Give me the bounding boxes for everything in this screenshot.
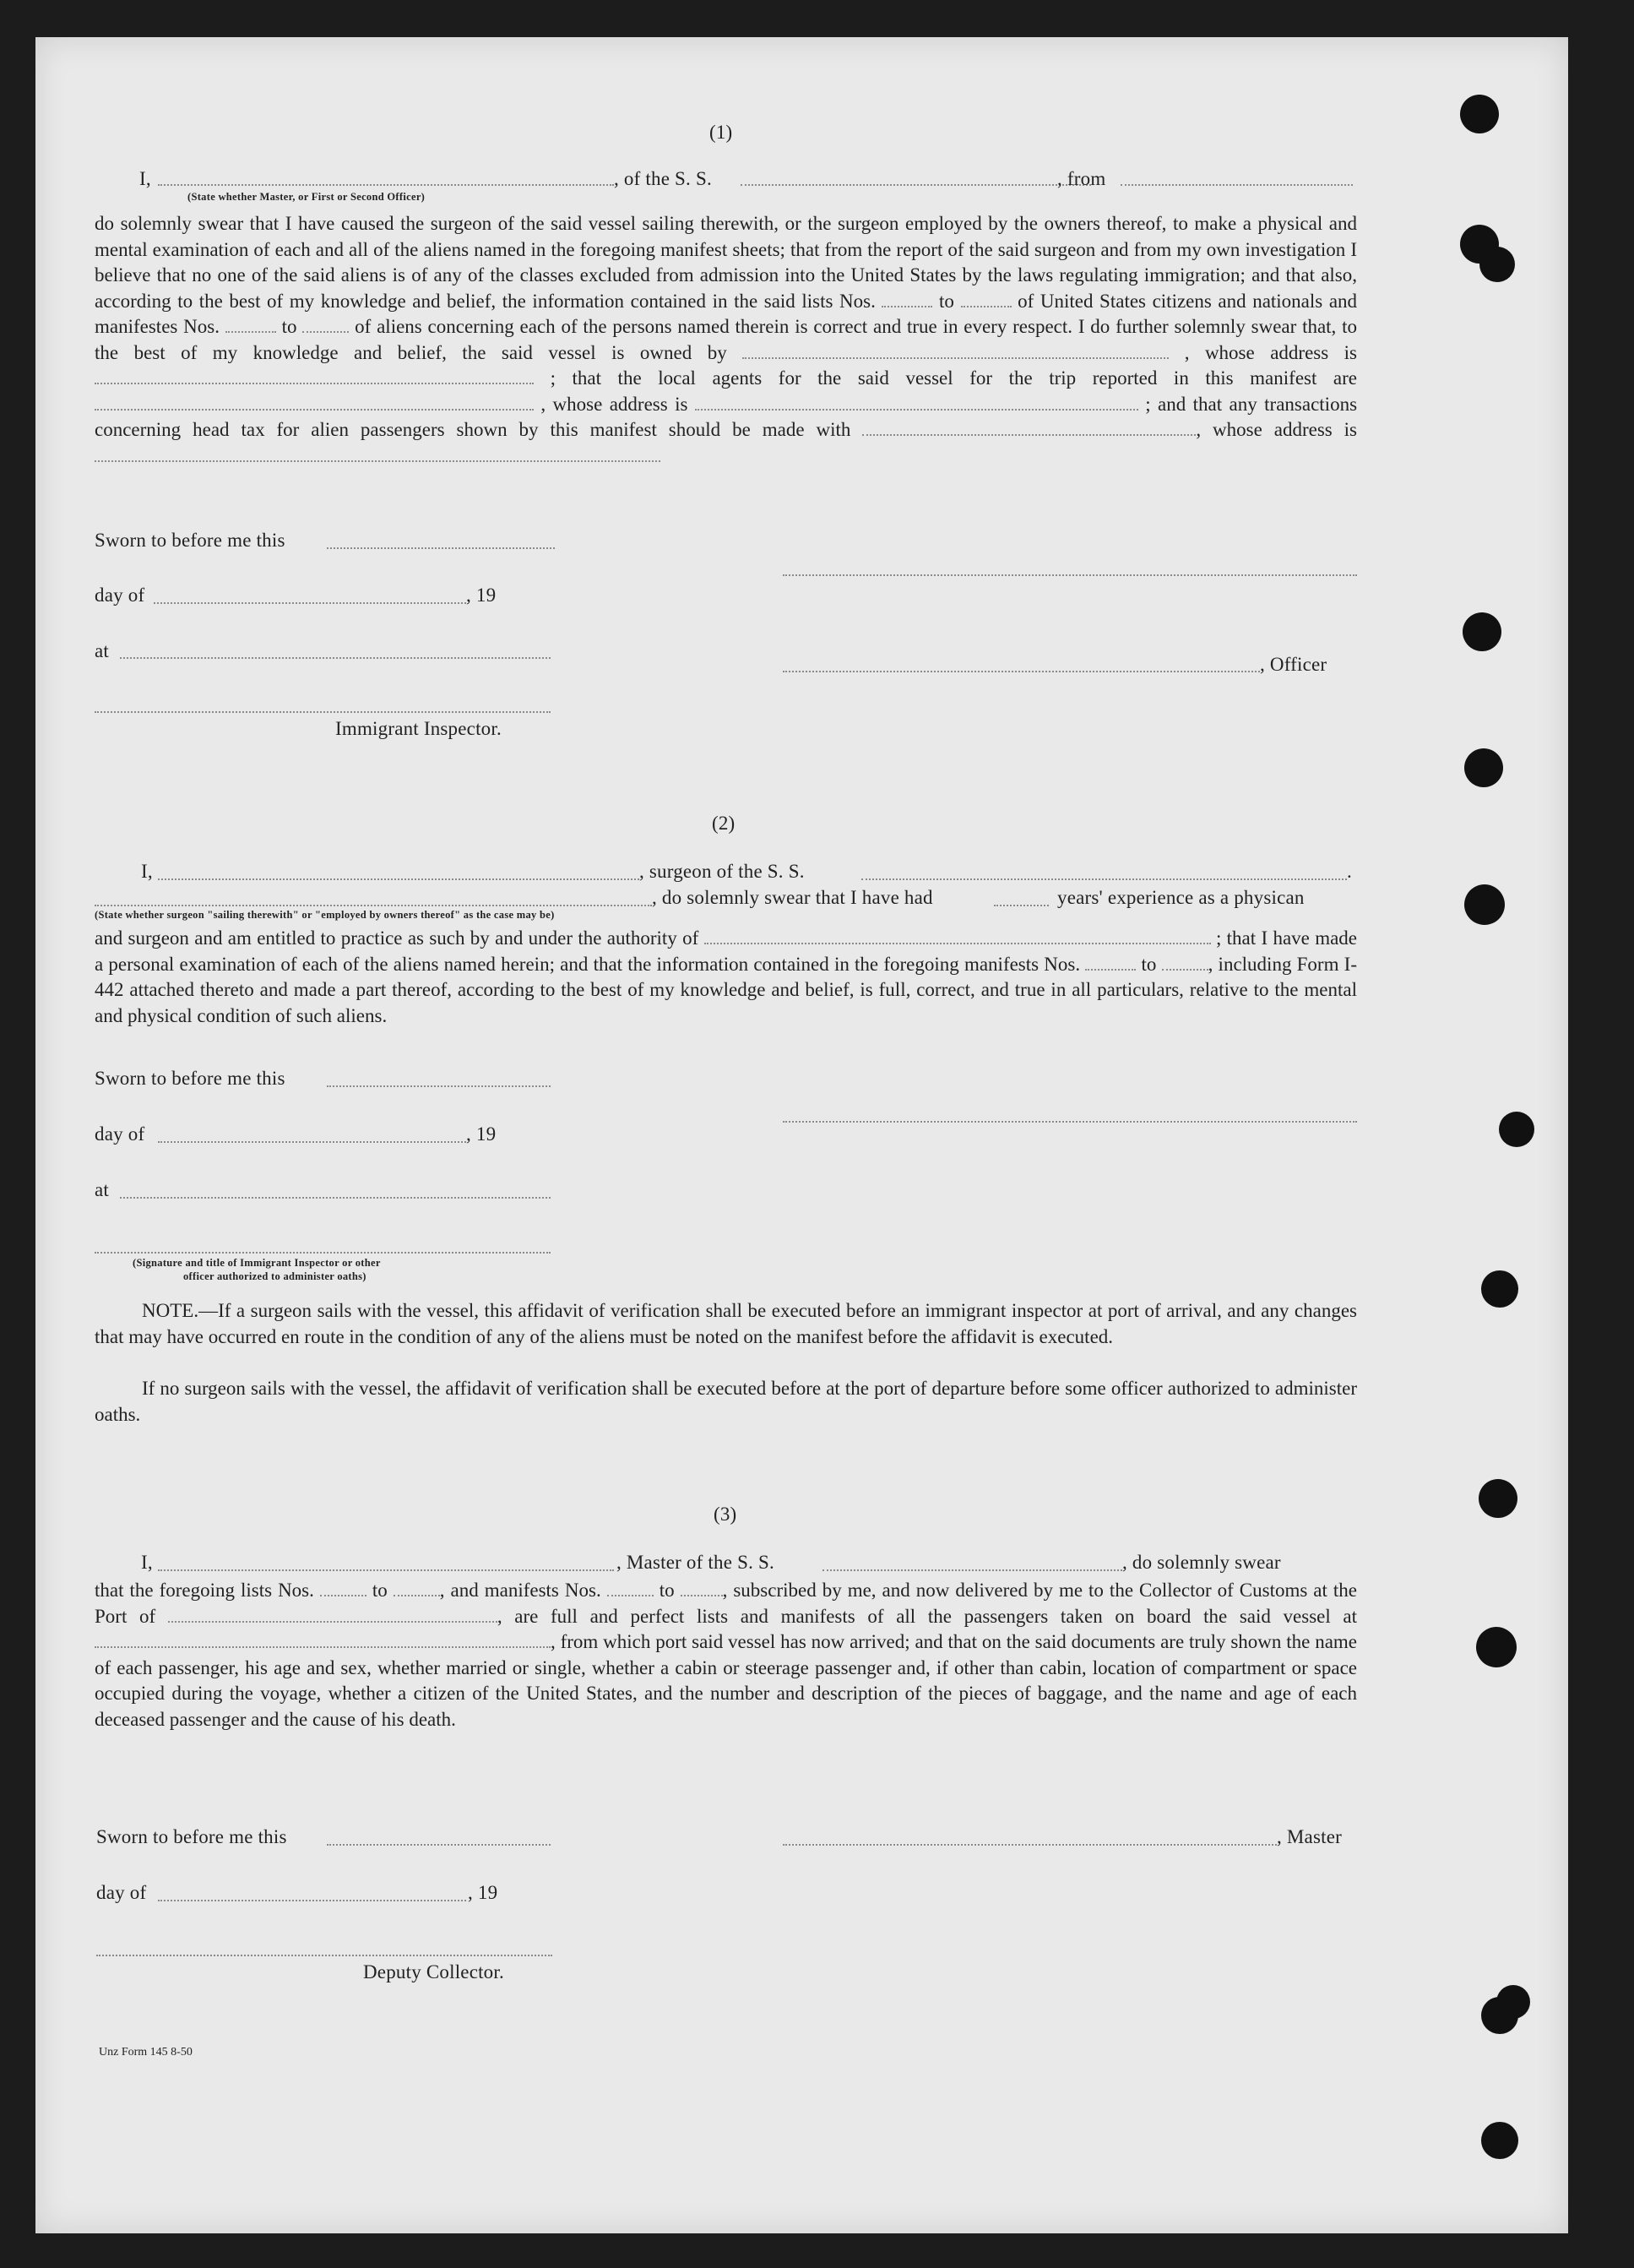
punch-hole: [1479, 247, 1515, 282]
s1-lists-to-field[interactable]: [961, 305, 1012, 307]
punch-hole: [1496, 1985, 1530, 2019]
s1-owner-address-field[interactable]: [95, 382, 534, 384]
s2-years-label: years' experience as a physican: [1057, 887, 1305, 908]
s1-text-a: do solemnly swear that I have caused the surgeon of the said vessel sailing therewith, or the surgeon employed by the owners thereof, to make a physical and mental examination of each and all of the aliens named in the foregoing manifest sheets; that from the report of the said surgeon and from my own investigation I believe that no one of the said aliens is of any of the classes excluded from admission into the United States by the laws regulating immigration; and that also, according to the best of my knowledge and belief, the information contained in the said lists Nos.: [95, 213, 1357, 312]
s3-to2: to: [659, 1580, 675, 1601]
punch-hole: [1499, 1112, 1534, 1147]
s3-year-label: , 19: [468, 1882, 498, 1903]
s1-i-label: I,: [139, 168, 151, 189]
s1-agents-address-field[interactable]: [695, 408, 1138, 411]
s1-signature-field[interactable]: [783, 574, 1357, 576]
s2-body-paragraph: [95, 926, 1357, 1029]
s3-deputy-signature-field[interactable]: [96, 1955, 552, 1956]
punch-hole: [1481, 2122, 1518, 2159]
s1-at-field[interactable]: [120, 657, 551, 659]
punch-hole: [1479, 1479, 1517, 1518]
s1-owner-field[interactable]: [742, 356, 1169, 359]
s2-text-a: and surgeon and am entitled to practice as such by and under the authority of: [95, 927, 699, 949]
s3-text-a: that the foregoing lists Nos.: [95, 1580, 314, 1601]
s3-to: to: [372, 1580, 388, 1601]
s1-lists-from-field[interactable]: [882, 305, 932, 307]
s2-surgeon-type-field[interactable]: [95, 905, 652, 906]
s1-at-label: at: [95, 640, 109, 661]
s2-period: .: [1347, 861, 1352, 882]
s1-to2: to: [281, 316, 297, 337]
s1-to: to: [939, 290, 954, 312]
s3-i-label: I,: [141, 1552, 153, 1573]
s1-inspector-signature-field[interactable]: [95, 711, 551, 713]
s2-i-label: I,: [141, 861, 153, 882]
s2-inspector-signature-field[interactable]: [95, 1252, 551, 1254]
s3-day-of-field[interactable]: [158, 1900, 466, 1901]
s1-text-i: whose address is: [1213, 419, 1358, 440]
section-2-number: (2): [712, 813, 736, 834]
s3-deputy-label: Deputy Collector.: [363, 1961, 504, 1982]
s3-manifests-from-field[interactable]: [607, 1594, 654, 1596]
s1-text-d: , whose address is: [1184, 341, 1358, 363]
s2-surgeon-note: (State whether surgeon "sailing therewith" or "employed by owners thereof" as the case may be): [95, 909, 555, 921]
s3-master-of-label: , Master of the S. S.: [616, 1552, 774, 1573]
s2-signature-field[interactable]: [783, 1121, 1357, 1123]
s2-sig-note-2: officer authorized to administer oaths): [183, 1270, 366, 1282]
punch-hole: [1460, 95, 1499, 133]
section-1-number: (1): [709, 122, 733, 143]
s1-day-of-field[interactable]: [154, 602, 466, 604]
s2-sworn-field[interactable]: [327, 1085, 551, 1087]
document-page: [35, 37, 1568, 2233]
s1-year-label: , 19: [466, 585, 497, 606]
form-number: Unz Form 145 8-50: [99, 2046, 193, 2059]
s1-sworn-label: Sworn to before me this: [95, 530, 285, 551]
s1-from-label: , from: [1057, 168, 1106, 189]
s1-day-of-label: day of: [95, 585, 145, 606]
s3-sworn-field[interactable]: [327, 1844, 551, 1846]
s1-of-ss-label: , of the S. S.: [614, 168, 712, 189]
s1-vessel-field[interactable]: [741, 184, 1091, 186]
s1-manifests-to-field[interactable]: [302, 330, 349, 333]
s2-note-text-2: If no surgeon sails with the vessel, the affidavit of verification shall be executed before at the port of departure before some officer authorized to administer oaths.: [95, 1378, 1357, 1425]
s2-day-of-field[interactable]: [158, 1141, 466, 1143]
s2-at-field[interactable]: [120, 1197, 551, 1199]
s2-years-field[interactable]: [994, 905, 1049, 906]
s1-agents-field[interactable]: [95, 408, 534, 411]
s1-text-c: of aliens concerning each of the persons named therein is correct and true in every respect. I do further solemnly swear that, to the best of my knowledge and belief, the said vessel is owned by: [95, 316, 1358, 363]
s3-lists-to-field[interactable]: [394, 1594, 440, 1596]
punch-hole: [1476, 1627, 1517, 1667]
s2-to: to: [1141, 953, 1157, 975]
s1-headtax-address-field[interactable]: [95, 460, 660, 462]
s3-text-e: , from which port said vessel has now arrived; and that on the said documents are truly shown the name of each passenger, his age and sex, whether married or single, whether a cabin or steerage passenger and, if other than cabin, location of compartment or space occupied during the voyage, whether a citizen of the United States, and the number and description of the pieces of baggage, and the name and age of each deceased passenger and the cause of his death.: [95, 1631, 1357, 1730]
punch-hole: [1464, 884, 1505, 925]
s3-sworn-label: Sworn to before me this: [96, 1826, 287, 1847]
s3-manifests-to-field[interactable]: [681, 1594, 723, 1596]
section-3-number: (3): [714, 1504, 737, 1525]
s3-text-b: , and manifests Nos.: [439, 1580, 601, 1601]
punch-hole: [1481, 1270, 1518, 1308]
s3-text-d: , are full and perfect lists and manifests of all the passengers taken on board the said vessel at: [497, 1605, 1358, 1627]
s3-swear-label: , do solemnly swear: [1122, 1552, 1281, 1573]
s3-day-of-label: day of: [96, 1882, 147, 1903]
s2-text-b: that I have made a personal examination of each of the aliens named herein; and that the information contained in the foregoing manifests Nos.: [95, 927, 1358, 975]
s2-semi: ;: [1215, 927, 1222, 949]
s2-vessel-field[interactable]: [861, 878, 1347, 880]
s3-master-label: , Master: [1277, 1826, 1342, 1847]
s2-text-c: , including Form I-442 attached thereto and made a part thereof, according to the best of my knowledge and belief, is full, correct, and true in all particulars, relative to the mental and physical condition of such aliens.: [95, 953, 1357, 1026]
s3-port-field[interactable]: [168, 1620, 497, 1623]
s3-boarded-at-field[interactable]: [95, 1645, 551, 1648]
s2-year-label: , 19: [466, 1123, 497, 1145]
s1-headtax-field[interactable]: [862, 433, 1196, 436]
s2-manifests-to-field[interactable]: [1162, 968, 1208, 971]
s2-name-field[interactable]: [158, 878, 639, 880]
s1-officer-label: , Officer: [1260, 654, 1327, 675]
s2-surgeon-of-label: , surgeon of the S. S.: [639, 861, 805, 882]
s1-name-field[interactable]: [158, 184, 614, 186]
s2-sworn-label: Sworn to before me this: [95, 1068, 285, 1089]
s1-text-h: ,: [1196, 419, 1202, 440]
s3-lists-from-field[interactable]: [320, 1594, 366, 1596]
s1-officer-field[interactable]: [783, 671, 1260, 672]
s3-body-paragraph: [95, 1578, 1357, 1732]
s3-name-field[interactable]: [158, 1569, 614, 1571]
s2-note-paragraph: [95, 1298, 1357, 1350]
s3-vessel-field[interactable]: [822, 1569, 1122, 1571]
s1-sworn-field[interactable]: [327, 547, 555, 549]
s1-officer-note: (State whether Master, or First or Second Officer): [187, 191, 426, 203]
s3-master-signature-field[interactable]: [783, 1844, 1277, 1846]
s2-manifests-from-field[interactable]: [1085, 968, 1136, 971]
s1-text-e: ; that the local agents for the said vessel for the trip reported in this manifest are: [550, 367, 1358, 389]
s1-inspector-label: Immigrant Inspector.: [335, 718, 502, 739]
punch-hole: [1463, 612, 1501, 651]
punch-hole: [1464, 748, 1503, 787]
s2-day-of-label: day of: [95, 1123, 145, 1145]
s2-authority-field[interactable]: [704, 942, 1211, 944]
s2-note-paragraph-2: [95, 1376, 1357, 1428]
s1-text-f: , whose address is: [540, 393, 688, 415]
s2-swear-label: , do solemnly swear that I have had: [652, 887, 933, 908]
s1-body-paragraph: [95, 211, 1357, 469]
s2-note-text: NOTE.—If a surgeon sails with the vessel, this affidavit of verification shall be executed before an immigrant inspector at port of arrival, and any changes that may have occurred en route in the condition of any of the aliens must be noted on the manifest before the affidavit is executed.: [95, 1300, 1357, 1347]
s1-from-field[interactable]: [1121, 184, 1353, 186]
s1-text-g: ; and that any transactions concerning head tax for alien passengers shown by this manifest should be made with: [95, 393, 1358, 440]
s1-manifests-from-field[interactable]: [225, 330, 276, 333]
s3-text-c: , subscribed by me, and now delivered by me to the Collector of Customs at the Port of: [95, 1580, 1357, 1627]
s2-at-label: at: [95, 1179, 109, 1200]
s1-text-b: of United States citizens and nationals and manifestes Nos.: [95, 290, 1358, 337]
s2-sig-note-1: (Signature and title of Immigrant Inspector or other: [133, 1257, 381, 1269]
